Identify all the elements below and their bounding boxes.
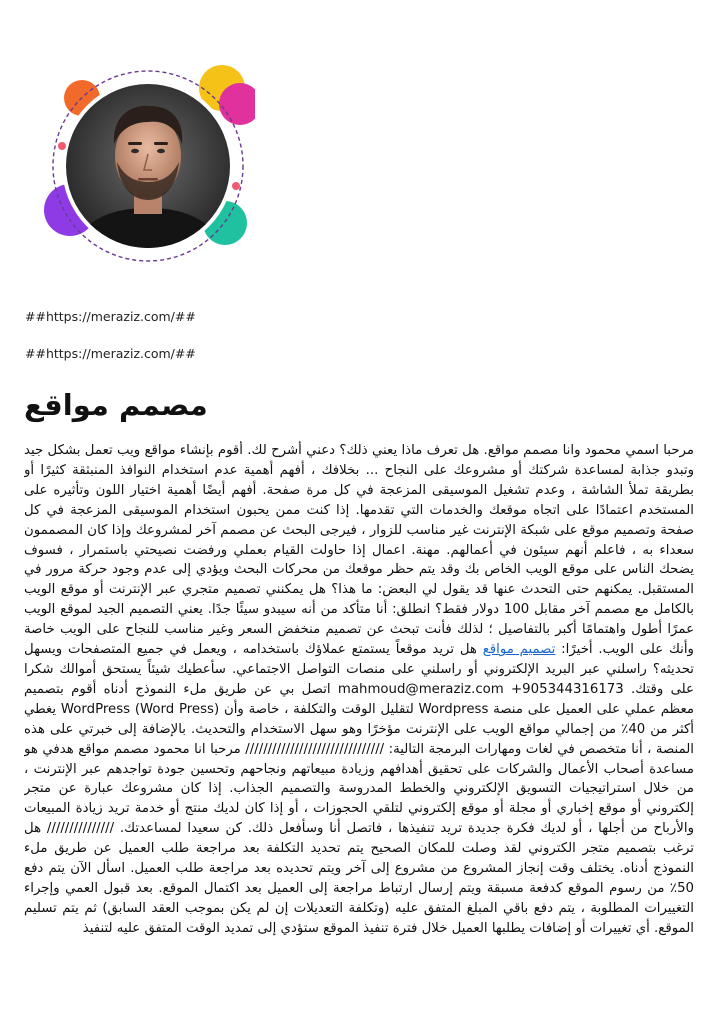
article-text: هل تريد موقعاً يستمتع عملاؤك باستخدامه ، ويعمل في جميع المتصفحات ويسهل تحديثه؟ راسلني عبر البريد الإلكتروني أو راسلني على منصات التواصل الاجتماعي. سأعطيك شيئاً يستحق أموالك شكرا على وقتك. mahmoud@meraziz.com +905344316173 اتصل بي عن طريق ملء النموذج أدناه أقوم بتصميم معظم عملي على العميل على منصة Wordpress لتقليل الوقت والتكلفة ، خاصة وأن WordPress (Word Press) يغطي أكثر من 40٪ من إجمالي مواقع الويب على الإنترنت مؤخرًا وهو سهل الاستخدام والتحديث. بالإضافة إلى خبرتي على هذه المنصة ، أنا متخصص في لغات ومهارات البرمجة التالية: /////////////////////////////// مرحبا انا محمود مصمم مواقع هدفي هو مساعدة أصحاب الأعمال والشركات على تحقيق أهدافهم وزيادة مبيعاتهم ونجاحهم وتحسين جودة تواجدهم عبر الإنترنت ، من خلال استراتيجيات التسويق الإلكتروني والخطط المدروسة والتصميم الجذاب. إذا كان مشروعك عبارة عن متجر إلكتروني أو موقع إخباري أو مجلة أو موقع إلكتروني لتلقي الحجوزات ، أو إذا كان لديك منتج أو خدمة تريد زيادة المبيعات والأرباح من أجلها ، أو لديك فكرة جديدة تريد تنفيذها ، فاتصل أنا وسأفعل ذلك. كن سعيدا لمساعدتك. /////////////// هل ترغب بتصميم متجر الكتروني لقد وصلت للمكان الصحيح يتم تحديد التكلفة بعد مراجعة طلب العميل عن طريق ملء النموذج أدناه. يختلف وقت إنجاز المشروع من مشروع إلى آخر ويتم تحديده بعد مراجعة طلب العميل. اسأل الآن يتم دفع 50٪ من رسوم الموقع كدفعة مسبقة ويتم إرسال ارتباط مراجعة إلى العميل بعد اكتمال الموقع. بعد قبول العمي وإجراء التغييرات المطلوبة ، يتم دفع باقي المبلغ المتفق عليه (وتكلفة التعديلات إن لم يكن بموجب العقد السابق) ثم يتم تسليم الموقع. أي تغييرات أو إضافات يطلبها العميل خلال فترة تنفيذ الموقع ستؤدي إلى تمديد الوقت المتفق عليه لتنفيذ [24,642,694,936]
source-url-line: ##https://meraziz.com/## [25,346,196,361]
article-text: مرحبا اسمي محمود وانا مصمم مواقع. هل تعرف ماذا يعني ذلك؟ دعني أشرح لك. أقوم بإنشاء مواقع ويب تعمل بشكل جيد وتبدو جذابة لمساعدة شركتك أو مشروعك على النجاح ... بخلافك ، أفهم أهمية عدم استخدام النوافذ المنبثقة كثيرًا أو بطريقة تملأ الشاشة ، وعدم تشغيل الموسيقى المزعجة في كل مرة صفحة. أفهم أيضًا أهمية اختيار اللون وتأثيره على المستخدم اعتمادًا على اتجاه موقعك والخدمات التي تقدمها. إذا كنت ممن يحبون استخدام الموسيقى المزعجة في كل صفحة وتصميم موقع على شبكة الإنترنت غير مناسب للزوار ، فيرجى البحث عن مصمم آخر لمشروعك وإذا كان المصممون سعداء به ، فاعلم أنهم سيئون في أعمالهم. مهنة. اعمال إذا حاولت القيام بعملي ورفضت نصيحتي باستمرار ، فسوف يضحك الناس على موقع الويب الخاص بك وقد يتم حظر موقعك من محركات البحث ويؤدي إلى عدم وجود حركة مرور في المستقبل. يمكنهم حتى التحدث عنها قد يقول لي البعض: ما هذا؟ هل يمكنني تصميم متجري عبر الإنترنت أو موقع الويب بالكامل مع مصمم آخر مقابل 100 دولار فقط؟ انطلق: أنا متأكد من أنه سيبدو سيئًا جدًا. يعني التصميم الجيد لموقع الويب عمرًا أطول واهتمامًا أكبر بالتفاصيل ؛ لذلك فأنت تبحث عن تصميم منخفض السعر وغير مناسب للنجاح على الويب خاصة وأنك على الويب. أخيرًا: [24,443,694,658]
profile-photo [40,58,255,273]
page-title: مصمم مواقع [24,388,208,422]
source-url-line: ##https://meraziz.com/## [25,309,196,324]
article-body [24,441,694,993]
web-design-link[interactable]: تصميم مواقع [482,642,556,658]
